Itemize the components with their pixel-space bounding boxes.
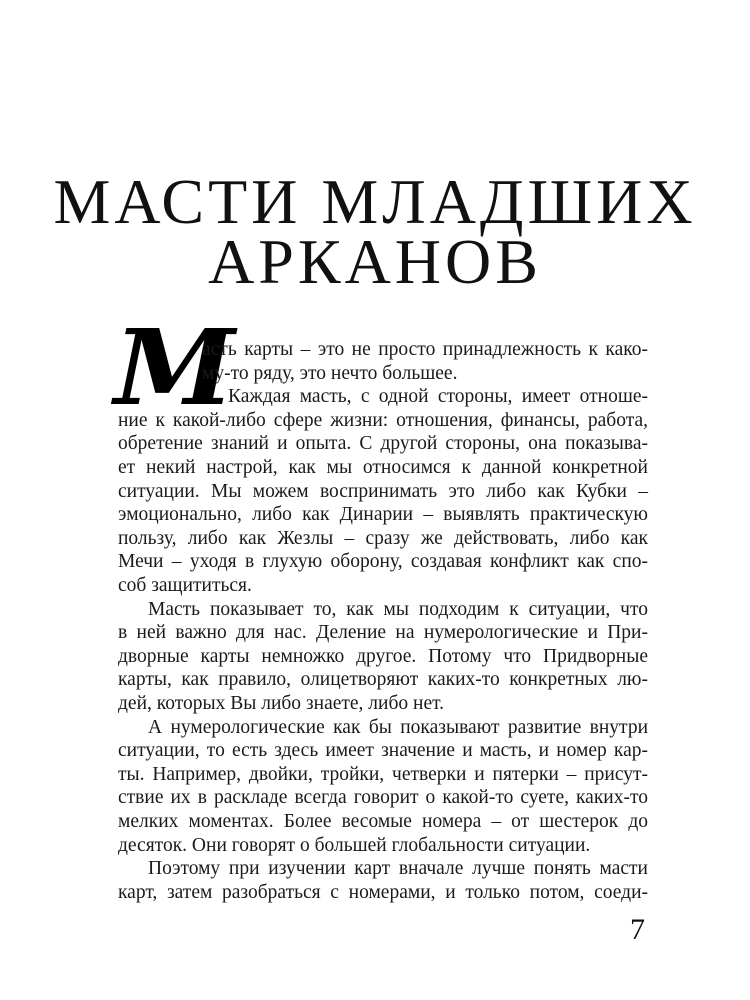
text-line: десяток. Они говорят о большей глобальности ситуации. bbox=[118, 835, 591, 856]
text-line: дей, которых Вы либо знаете, либо нет. bbox=[118, 693, 445, 714]
text-line: ситуации. Мы можем воспринимать это либо как Кубки – bbox=[118, 481, 648, 502]
text-line: карты, как правило, олицетворяют каких-то конкретных лю- bbox=[118, 669, 648, 690]
text-line: Мечи – уходя в глухую оборону, создавая конфликт как спо- bbox=[118, 551, 648, 572]
text-line: в ней важно для нас. Деление на нумерологические и При- bbox=[118, 622, 648, 643]
text-line: ситуации, то есть здесь имеет значение и масть, и номер кар- bbox=[118, 740, 648, 761]
text-line: карт, затем разобраться с номерами, и только потом, соеди- bbox=[118, 882, 648, 903]
chapter-title-line-1: МАСТИ МЛАДШИХ bbox=[53, 166, 697, 237]
text-line: пользу, либо как Жезлы – сразу же действовать, либо как bbox=[118, 528, 648, 549]
text-line: ствие их в раскладе всегда говорит о какой-то суете, каких-то bbox=[118, 787, 648, 808]
text-line: асть карты – это не просто принадлежность к како- bbox=[202, 339, 648, 360]
text-line: А нумерологические как бы показывают развитие внутри bbox=[148, 717, 648, 738]
drop-cap: М bbox=[114, 306, 235, 429]
text-line: эмоционально, либо как Динарии – выявлять практическую bbox=[118, 504, 648, 525]
text-line: дворные карты немножко другое. Потому что Придворные bbox=[118, 646, 648, 667]
text-line: обретение знаний и опыта. С другой стороны, она показыва- bbox=[118, 433, 648, 454]
text-line: Поэтому при изучении карт вначале лучше понять масти bbox=[148, 858, 648, 879]
text-line: ет некий настрой, как мы относимся к данной конкретной bbox=[118, 457, 648, 478]
text-line: Масть показывает то, как мы подходим к ситуации, что bbox=[148, 599, 648, 620]
text-line: соб защититься. bbox=[118, 575, 252, 596]
text-line: мелких моментах. Более весомые номера – от шестерок до bbox=[118, 811, 648, 832]
chapter-title-line-2: АРКАНОВ bbox=[208, 226, 542, 297]
text-line: ние к какой-либо сфере жизни: отношения, финансы, работа, bbox=[118, 410, 648, 431]
text-line: му-то ряду, это нечто большее. bbox=[202, 363, 458, 384]
text-line: ты. Например, двойки, тройки, четверки и пятерки – присут- bbox=[118, 764, 648, 785]
text-line: Каждая масть, с одной стороны, имеет отноше- bbox=[228, 386, 648, 407]
page-number: 7 bbox=[630, 913, 645, 946]
